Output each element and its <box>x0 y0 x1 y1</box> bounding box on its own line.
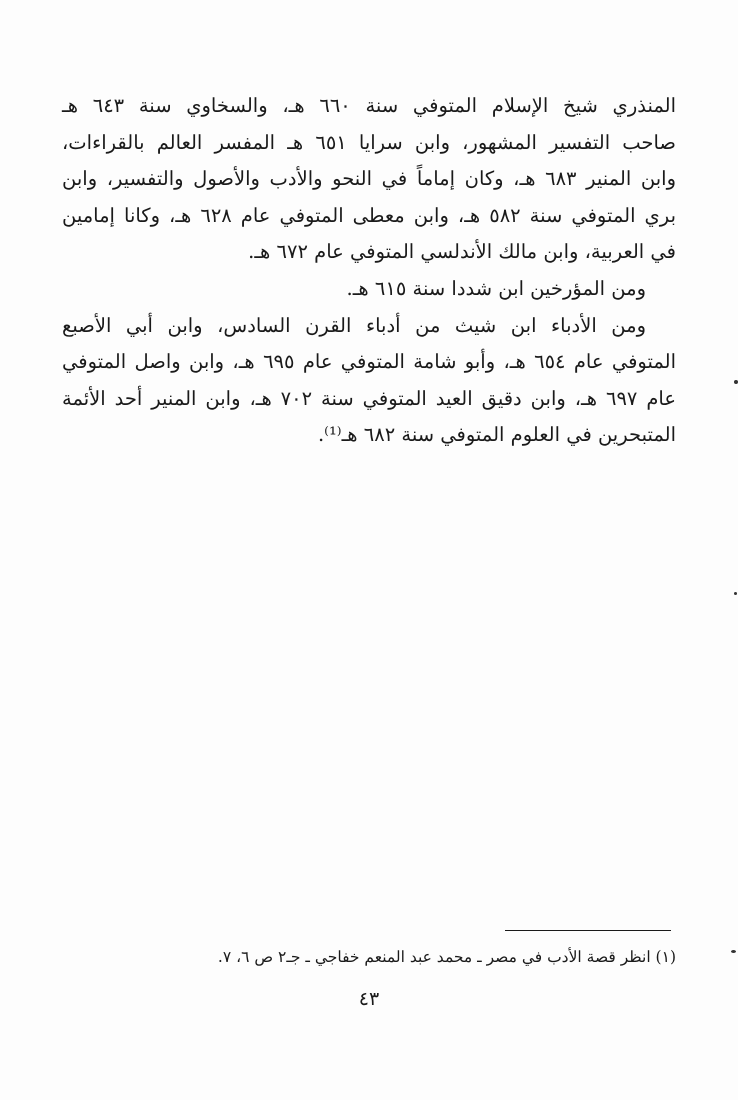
footnote-separator <box>505 930 671 931</box>
scan-speck <box>734 380 738 384</box>
text-line: بري المتوفي سنة ٥٨٢ هـ، وابن معطى المتوفي عام ٦٢٨ هـ، وكانا إمامين <box>62 203 676 227</box>
text-line: عام ٦٩٧ هـ، وابن دقيق العيد المتوفي سنة ٧٠٢ هـ، وابن المنير أحد الأئمة <box>62 386 676 410</box>
text-line: المتبحرين في العلوم المتوفي سنة ٦٨٢ هـ⁽¹⁾. <box>317 423 676 447</box>
text-line: وابن المنير ٦٨٣ هـ، وكان إماماً في النحو والأدب والأصول والتفسير، وابن <box>62 167 676 191</box>
text-line: ومن المؤرخين ابن شددا سنة ٦١٥ هـ. <box>346 276 646 300</box>
paragraph-3 <box>62 308 676 454</box>
scan-speck <box>731 950 736 953</box>
text-line: في العربية، وابن مالك الأندلسي المتوفي عام ٦٧٢ هـ. <box>248 240 676 264</box>
text-line: المنذري شيخ الإسلام المتوفي سنة ٦٦٠ هـ، والسخاوي سنة ٦٤٣ هـ <box>62 94 676 117</box>
text-line: المتوفي عام ٦٥٤ هـ، وأبو شامة المتوفي عام ٦٩٥ هـ، وابن واصل المتوفي <box>62 350 677 374</box>
paragraph-1 <box>62 88 676 271</box>
main-text <box>62 88 676 454</box>
text-line: صاحب التفسير المشهور، وابن سرايا ٦٥١ هـ المفسر العالم بالقراءات، <box>62 130 676 154</box>
text-line: ومن الأدباء ابن شيث من أدباء القرن السادس، وابن أبي الأصبع <box>62 313 646 337</box>
paragraph-2 <box>62 271 676 308</box>
scan-speck <box>734 592 737 595</box>
footnote: (١) انظر قصة الأدب في مصر ـ محمد عبد المنعم خفاجي ـ جـ٢ ص ٦، ٧. <box>217 948 676 966</box>
page-number: ٤٣ <box>358 988 380 1010</box>
